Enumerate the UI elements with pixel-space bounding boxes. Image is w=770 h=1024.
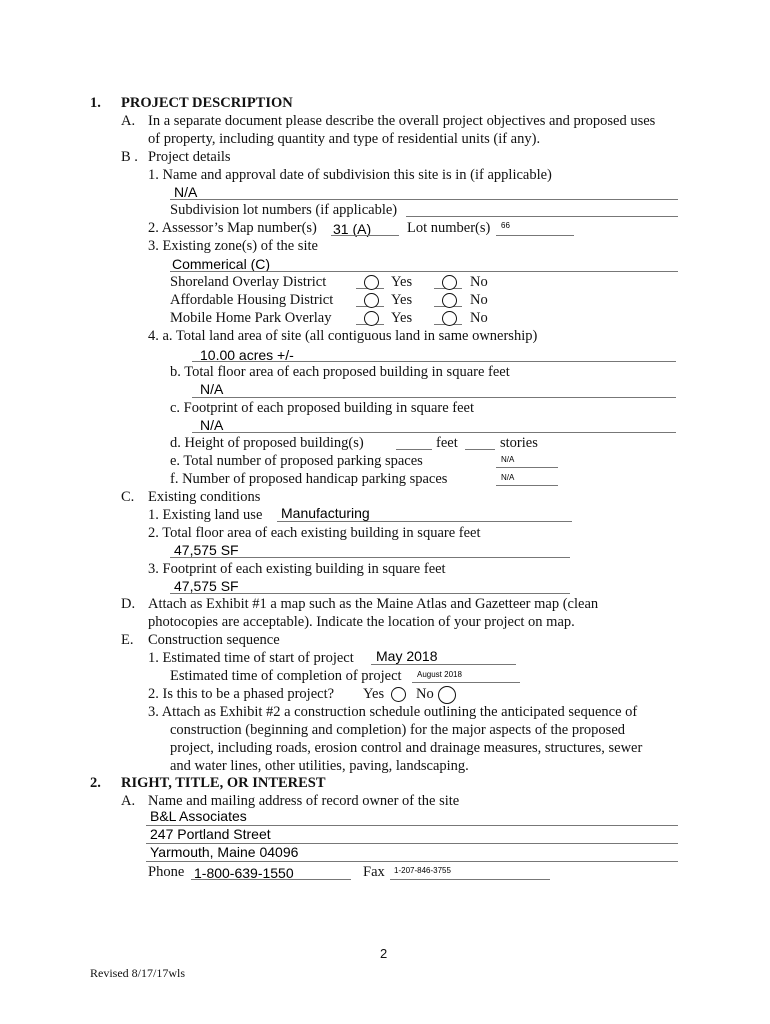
height-feet-line[interactable] (396, 449, 432, 450)
phased-yes-label: Yes (363, 686, 385, 702)
handicap-value[interactable]: N/A (501, 473, 515, 482)
floor-area-question: b. Total floor area of each proposed building in square feet (170, 364, 510, 380)
fax-label: Fax (363, 864, 385, 880)
item-a-label: A. (121, 113, 136, 129)
lot-number-line (496, 235, 574, 236)
existing-floor-value[interactable]: 47,575 SF (174, 542, 239, 558)
start-time-label: 1. Estimated time of start of project (148, 650, 354, 666)
mobile-yes-radio[interactable] (364, 311, 379, 326)
handicap-question: f. Number of proposed handicap parking spaces (170, 471, 448, 487)
s2-item-a-label: A. (121, 793, 136, 809)
phased-question: 2. Is this to be a phased project? (148, 686, 335, 702)
mobile-yes-label: Yes (391, 310, 413, 326)
shoreland-no-radio[interactable] (442, 275, 457, 290)
owner-street-value[interactable]: 247 Portland Street (150, 826, 271, 842)
item-e-title: Construction sequence (148, 632, 280, 648)
item-e3-line3: project, including roads, erosion control and drainage measures, structures, sewer (170, 740, 643, 756)
map-number-label: 2. Assessor’s Map number(s) (148, 220, 317, 236)
section-1-number: 1. (90, 95, 101, 111)
map-number-value[interactable]: 31 (A) (333, 221, 372, 237)
fax-line (390, 879, 550, 880)
floor-area-value[interactable]: N/A (200, 381, 224, 397)
owner-city-line (146, 861, 678, 862)
item-b-title: Project details (148, 149, 231, 165)
phased-no-label: No (416, 686, 434, 702)
parking-line (496, 467, 558, 468)
mobile-home-label: Mobile Home Park Overlay (170, 310, 332, 326)
subdivision-name-value[interactable]: N/A (174, 184, 198, 200)
owner-question: Name and mailing address of record owner of the site (148, 793, 460, 809)
start-time-value[interactable]: May 2018 (376, 648, 438, 664)
owner-name-value[interactable]: B&L Associates (150, 808, 247, 824)
feet-label: feet (436, 435, 458, 451)
item-a-text-line1: In a separate document please describe the overall project objectives and proposed uses (148, 113, 656, 129)
phased-no-radio[interactable] (438, 686, 456, 704)
existing-footprint-value[interactable]: 47,575 SF (174, 578, 239, 594)
phone-label: Phone (148, 864, 185, 880)
footprint-question: c. Footprint of each proposed building in square feet (170, 400, 475, 416)
affordable-housing-label: Affordable Housing District (170, 292, 334, 308)
stories-label: stories (500, 435, 538, 451)
fax-value[interactable]: 1-207-846-3755 (394, 866, 451, 875)
completion-time-value[interactable]: August 2018 (417, 670, 462, 679)
item-b-label: B . (121, 149, 138, 165)
start-time-line (371, 664, 516, 665)
height-stories-line[interactable] (465, 449, 495, 450)
phased-yes-radio[interactable] (391, 687, 406, 702)
land-area-question: 4. a. Total land area of site (all contiguous land in same ownership) (148, 328, 538, 344)
land-use-value[interactable]: Manufacturing (281, 505, 370, 521)
page-number: 2 (380, 946, 388, 961)
item-a-text-line2: of property, including quantity and type of residential units (if any). (148, 131, 541, 147)
mobile-no-radio[interactable] (442, 311, 457, 326)
existing-floor-line (170, 557, 570, 558)
item-e3-line1: 3. Attach as Exhibit #2 a construction schedule outlining the anticipated sequence of (148, 704, 638, 720)
item-c-title: Existing conditions (148, 489, 261, 505)
parking-value[interactable]: N/A (501, 455, 515, 464)
affordable-yes-radio[interactable] (364, 293, 379, 308)
handicap-line (496, 485, 558, 486)
parking-question: e. Total number of proposed parking spaces (170, 453, 423, 469)
item-d-line1: Attach as Exhibit #1 a map such as the Maine Atlas and Gazetteer map (clean (148, 596, 599, 612)
lot-numbers-label: Subdivision lot numbers (if applicable) (170, 202, 398, 218)
lot-number-value[interactable]: 66 (501, 221, 510, 230)
completion-time-line (412, 682, 520, 683)
height-question: d. Height of proposed building(s) (170, 435, 364, 451)
footprint-value[interactable]: N/A (200, 417, 224, 433)
subdivision-name-line (170, 199, 678, 200)
shoreland-yes-label: Yes (391, 274, 413, 290)
owner-city-value[interactable]: Yarmouth, Maine 04096 (150, 844, 299, 860)
lot-numbers-line[interactable] (406, 216, 678, 217)
affordable-no-label: No (470, 292, 488, 308)
revision-note: Revised 8/17/17wls (90, 966, 185, 980)
existing-footprint-line (170, 593, 570, 594)
phone-value[interactable]: 1-800-639-1550 (194, 865, 294, 881)
land-use-line (277, 521, 572, 522)
item-d-label: D. (121, 596, 136, 612)
existing-footprint-question: 3. Footprint of each existing building in square feet (148, 561, 446, 577)
map-number-line (331, 235, 399, 236)
item-d-line2: photocopies are acceptable). Indicate the location of your project on map. (148, 614, 575, 630)
land-area-line (192, 361, 676, 362)
footprint-line (192, 432, 676, 433)
mobile-no-label: No (470, 310, 488, 326)
zone-value[interactable]: Commerical (C) (172, 256, 270, 272)
affordable-no-radio[interactable] (442, 293, 457, 308)
b1-question: 1. Name and approval date of subdivision this site is in (if applicable) (148, 167, 552, 183)
shoreland-overlay-label: Shoreland Overlay District (170, 274, 327, 290)
affordable-yes-label: Yes (391, 292, 413, 308)
section-1-title: PROJECT DESCRIPTION (121, 95, 293, 111)
land-area-value[interactable]: 10.00 acres +/- (200, 347, 294, 363)
zone-line (170, 271, 678, 272)
shoreland-yes-radio[interactable] (364, 275, 379, 290)
item-e3-line2: construction (beginning and completion) for the major aspects of the proposed (170, 722, 626, 738)
shoreland-no-label: No (470, 274, 488, 290)
existing-floor-question: 2. Total floor area of each existing building in square feet (148, 525, 481, 541)
completion-time-label: Estimated time of completion of project (170, 668, 402, 684)
phone-line (191, 879, 351, 880)
floor-area-line (192, 397, 676, 398)
section-2-number: 2. (90, 775, 101, 791)
zone-question: 3. Existing zone(s) of the site (148, 238, 318, 254)
item-e3-line4: and water lines, other utilities, paving, landscaping. (170, 758, 469, 774)
item-e-label: E. (121, 632, 134, 648)
land-use-label: 1. Existing land use (148, 507, 263, 523)
item-c-label: C. (121, 489, 135, 505)
section-2-title: RIGHT, TITLE, OR INTEREST (121, 775, 326, 791)
lot-number-label: Lot number(s) (407, 220, 491, 236)
